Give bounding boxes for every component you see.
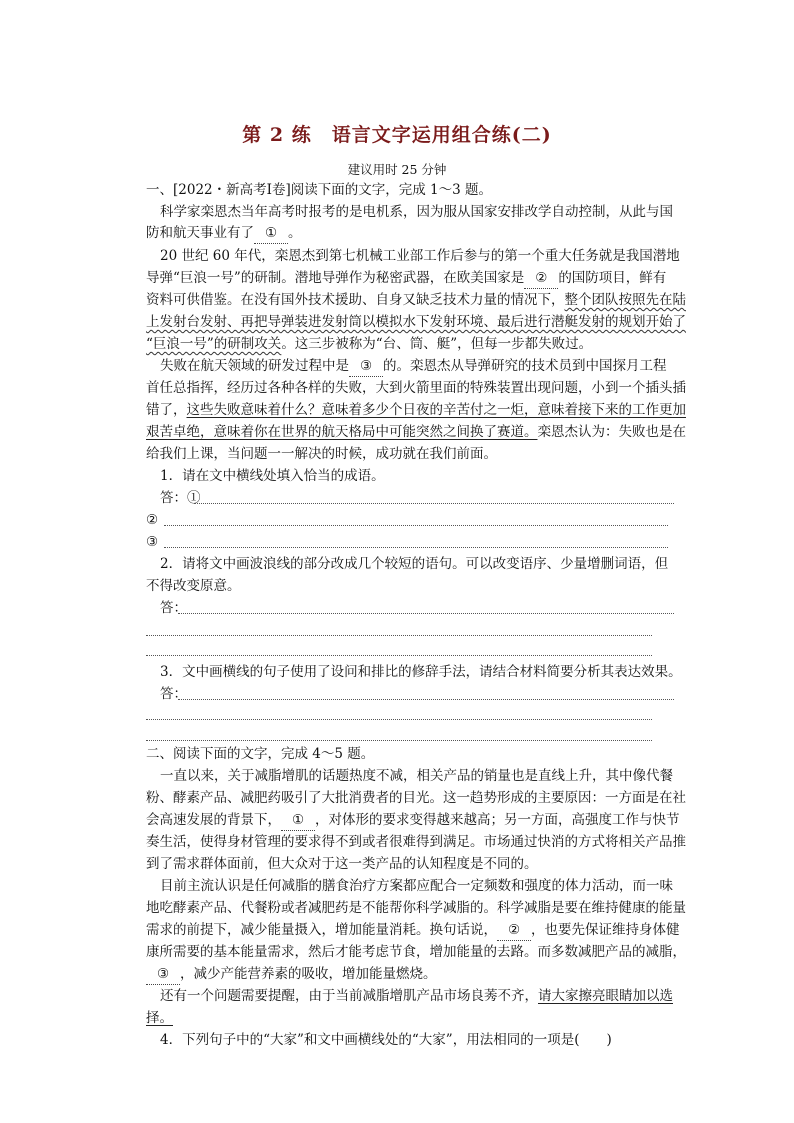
s1-p1-text: 防和航天事业有了 bbox=[146, 225, 254, 241]
wavy-underline-end: “巨浪一号”的研制攻关 bbox=[146, 336, 282, 352]
s2-para2-line2: 地吃酵素产品、代餐粉或者减肥药是不能帮你科学减脂的。科学减脂是要在维持健康的能量 bbox=[146, 900, 686, 916]
s1-para3-line1 bbox=[160, 356, 667, 376]
q1-answer-line-2[interactable] bbox=[164, 525, 668, 526]
s1-p3-text-d: 栾恩杰认为：失败也是在 bbox=[537, 424, 686, 440]
underlined-phrase-start: 请大家擦亮眼睛加以选 bbox=[538, 988, 673, 1004]
s2-para3-line2 bbox=[146, 1008, 173, 1028]
q1-answer-line-3[interactable] bbox=[164, 547, 668, 548]
q2-answer-line-1[interactable] bbox=[178, 613, 674, 614]
question-2-line2: 不得改变原意。 bbox=[146, 578, 241, 594]
s2-para1-line1: 一直以来，关于减脂增肌的话题热度不减，相关产品的销量也是直线上升，其中像代餐 bbox=[160, 768, 673, 784]
s1-para2-line1: 20 世纪 60 年代，栾恩杰到第七机械工业部工作后参与的第一个重大任务就是我国潜地 bbox=[160, 248, 680, 264]
q1-answer-line-1[interactable] bbox=[194, 503, 674, 504]
s1-p2-text-d: 。这三步被称为“台、筒、艇”，但每一步都失败过。 bbox=[281, 336, 593, 352]
q2-answer-line-3[interactable] bbox=[146, 655, 652, 656]
q3-answer-line-1[interactable] bbox=[178, 699, 674, 700]
q2-answer-label: 答： bbox=[160, 600, 187, 616]
wavy-underline-middle: 上发射台发射、再把导弹装进发射筒以模拟水下发射环境、最后进行潜艇发射的规划开始了 bbox=[146, 314, 686, 330]
s2-para2-line4: 康所需要的基本能量需求，然后才能考虑节食，增加能量的去路。而多数减肥产品的减脂， bbox=[146, 944, 686, 960]
s2-para3-line1 bbox=[160, 986, 673, 1006]
s1-para3-line4 bbox=[146, 422, 686, 442]
s2-p2-text-c: ，减少产能营养素的吸收，增加能量燃烧。 bbox=[180, 966, 437, 982]
s2-blank-2[interactable]: ② bbox=[497, 920, 531, 941]
s2-p3-text-a: 还有一个问题需要提醒，由于当前减脂增肌产品市场良莠不齐， bbox=[160, 988, 538, 1004]
s1-p3-text-b: 的。栾恩杰从导弹研究的技术员到中国探月工程 bbox=[383, 358, 667, 374]
s2-para1-line5: 到了需求群体面前，但大众对于这一类产品的认知程度是不同的。 bbox=[146, 856, 538, 872]
q3-answer-line-2[interactable] bbox=[146, 719, 652, 720]
s1-para2-line2 bbox=[146, 268, 666, 288]
time-suggestion: 建议用时 25 分钟 bbox=[347, 162, 447, 177]
wavy-underline-start: 整个团队按照先在陆 bbox=[564, 292, 686, 308]
page-title: 第 2 练 语言文字运用组合练(二) bbox=[242, 124, 552, 146]
s2-para2-line5 bbox=[146, 964, 437, 984]
q2-answer-line-2[interactable] bbox=[146, 635, 652, 636]
blank-1[interactable]: ① bbox=[254, 223, 288, 244]
s1-p2-text-b: 的国防项目，鲜有 bbox=[558, 270, 667, 286]
s1-p2-text-c: 资料可供借鉴。在没有国外技术援助、自身又缺乏技术力量的情况下， bbox=[146, 292, 565, 308]
s2-p1-text-b: ，对体形的要求变得越来越高；另一方面，高强度工作与快节 bbox=[315, 812, 680, 828]
q1-blank3-label: ③ bbox=[146, 534, 159, 550]
s2-para1-line4: 奏生活，使得身材管理的要求得不到或者很难得到满足。市场通过快消的方式将相关产品推 bbox=[146, 834, 686, 850]
s2-blank-1[interactable]: ① bbox=[281, 810, 315, 831]
s2-p1-text-a: 会高速发展的背景下， bbox=[146, 812, 281, 828]
s2-para2-line1: 目前主流认识是任何减脂的膳食治疗方案都应配合一定频数和强度的体力活动，而一味 bbox=[160, 878, 673, 894]
s2-para1-line2: 粉、酵素产品、减肥药吸引了大批消费者的目光。这一趋势形成的主要原因：一方面是在社 bbox=[146, 790, 686, 806]
underlined-sentence-end: 艰苦卓绝，意味着你在世界的航天格局中可能突然之间换了赛道。 bbox=[146, 424, 538, 440]
s1-p3-text-a: 失败在航天领域的研发过程中是 bbox=[160, 358, 349, 374]
question-2-line1: 2．请将文中画波浪线的部分改成几个较短的语句。可以改变语序、少量增删词语，但 bbox=[160, 556, 669, 572]
s1-para3-line3 bbox=[146, 400, 686, 420]
s1-para1-line1: 科学家栾恩杰当年高考时报考的是电机系，因为服从国家安排改学自动控制，从此与国 bbox=[160, 204, 673, 220]
underlined-sentence-start: 这些失败意味着什么？意味着多少个日夜的辛苦付之一炬，意味着接下来的工作更加 bbox=[186, 402, 686, 418]
s1-para2-line5 bbox=[146, 334, 592, 354]
s1-p2-text-a: 导弹“巨浪一号”的研制。潜地导弹作为秘密武器，在欧美国家是 bbox=[146, 270, 525, 286]
blank-3[interactable]: ③ bbox=[349, 356, 383, 377]
question-3: 3．文中画横线的句子使用了设问和排比的修辞手法，请结合材料简要分析其表达效果。 bbox=[160, 664, 682, 680]
s1-para3-line2: 首任总指挥，经历过各种各样的失败，大到火箭里面的特殊装置出现问题，小到一个插头插 bbox=[146, 380, 686, 396]
s1-para1-line2 bbox=[146, 223, 302, 243]
q3-answer-label: 答： bbox=[160, 686, 187, 702]
blank-2[interactable]: ② bbox=[524, 268, 558, 289]
q1-blank2-label: ② bbox=[146, 512, 159, 528]
q1-answer-label: 答：① bbox=[160, 490, 201, 506]
underlined-phrase-end: 择。 bbox=[146, 1010, 173, 1026]
question-1: 1．请在文中横线处填入恰当的成语。 bbox=[160, 468, 385, 484]
s1-p3-text-c: 错了， bbox=[146, 402, 187, 418]
s2-p2-text-b: ，也要先保证维持身体健 bbox=[531, 922, 680, 938]
s2-para1-line3 bbox=[146, 810, 680, 830]
s2-p2-text-a: 需求的前提下，减少能量摄入，增加能量消耗。换句话说， bbox=[146, 922, 497, 938]
s1-para3-line5: 给我们上课，当问题一一解决的时候，成功就在我们前面。 bbox=[146, 446, 497, 462]
q3-answer-line-3[interactable] bbox=[146, 740, 652, 741]
section2-heading: 二、阅读下面的文字，完成 4～5 题。 bbox=[146, 746, 375, 762]
s1-para2-line3 bbox=[146, 290, 686, 310]
s2-para2-line3 bbox=[146, 920, 680, 940]
s1-para2-line4 bbox=[146, 312, 686, 332]
s2-blank-3[interactable]: ③ bbox=[146, 964, 180, 985]
section1-heading: 一、[2022・新高考Ⅰ卷]阅读下面的文字，完成 1～3 题。 bbox=[146, 182, 492, 198]
s1-p1-end: 。 bbox=[288, 225, 302, 241]
question-4: 4．下列句子中的“大家”和文中画横线处的“大家”，用法相同的一项是( ) bbox=[160, 1032, 612, 1048]
